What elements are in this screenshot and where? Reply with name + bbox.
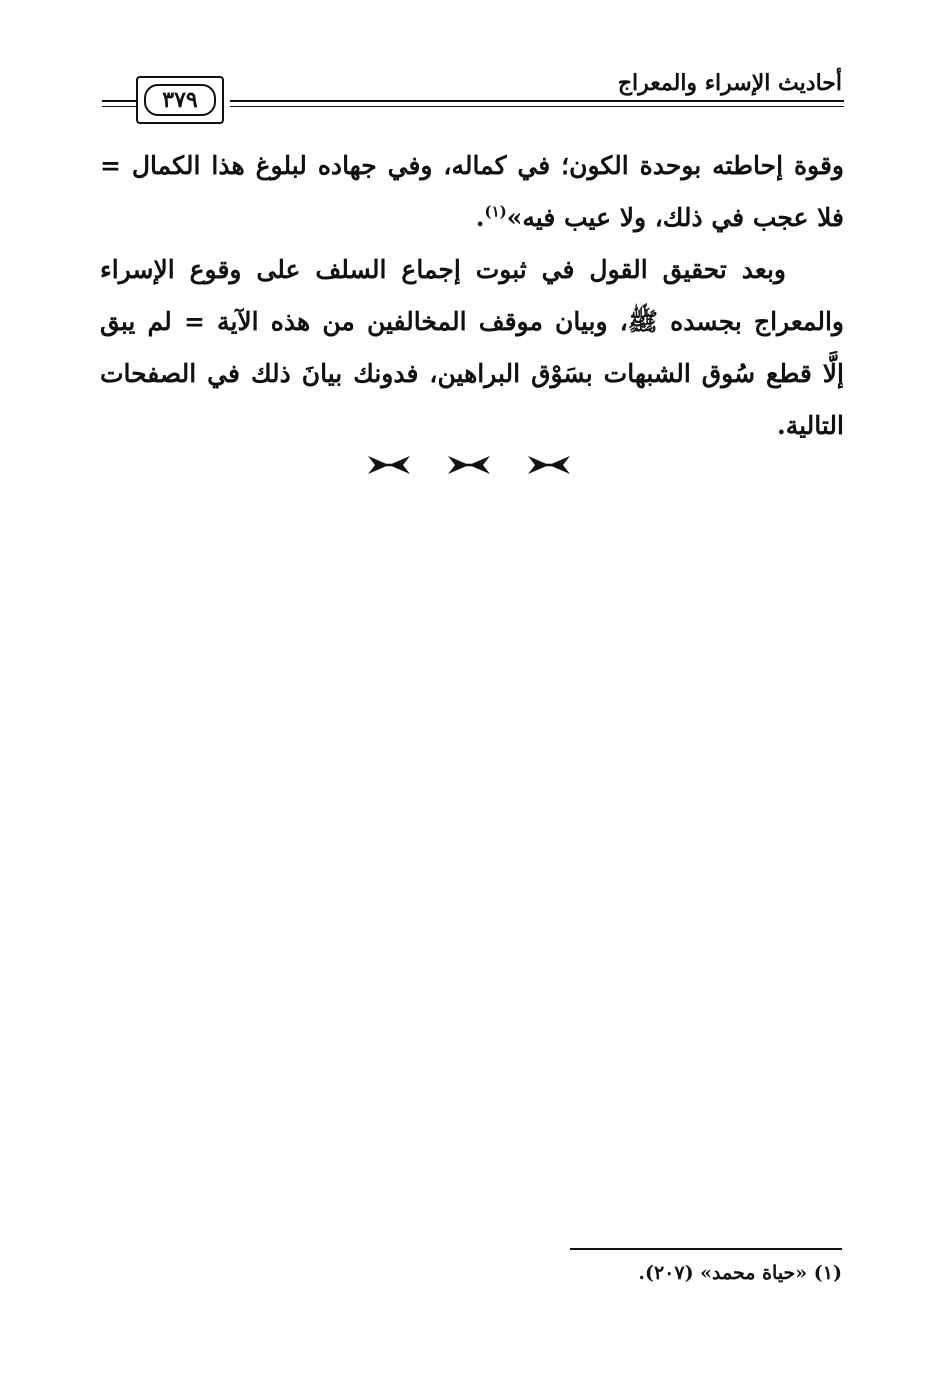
page-number: ٣٧٩: [144, 84, 216, 116]
text-line-3: وبعد تحقيق القول في ثبوت إجماع السلف على وقوع الإسراء: [100, 255, 786, 284]
header-rule-right: [230, 100, 844, 102]
text-line-4: والمعراج بجسده ﷺ، وبيان موقف المخالفين من هذه الآية = لم يبق: [100, 307, 844, 336]
running-header-title: أحاديث الإسراء والمعراج: [617, 70, 842, 96]
text-line-5: إلَّا قطع سُوق الشبهات بسَوْق البراهين، فدونك بيانَ ذلك في الصفحات: [100, 359, 844, 388]
fleuron-icon: [366, 452, 412, 478]
fleuron-icon: [446, 452, 492, 478]
header-rule-left: [102, 100, 136, 102]
text-line-2: [100, 192, 844, 244]
text-line-2-content: فلا عجب في ذلك، ولا عيب فيه»: [506, 203, 844, 232]
page-number-frame: [136, 76, 224, 124]
text-line-6: التالية.: [777, 411, 844, 440]
text-line-2-end: .: [475, 203, 485, 232]
footnote-separator: [570, 1248, 842, 1250]
fleuron-icon: [526, 452, 572, 478]
footnote: (١) «حياة محمد» (٢٠٧).: [638, 1262, 842, 1284]
section-divider-ornament: [0, 452, 937, 478]
main-text: [100, 140, 844, 452]
footnote-reference[interactable]: (١): [484, 202, 507, 221]
text-line-1: وقوة إحاطته بوحدة الكون؛ في كماله، وفي جهاده لبلوغ هذا الكمال =: [100, 151, 844, 180]
